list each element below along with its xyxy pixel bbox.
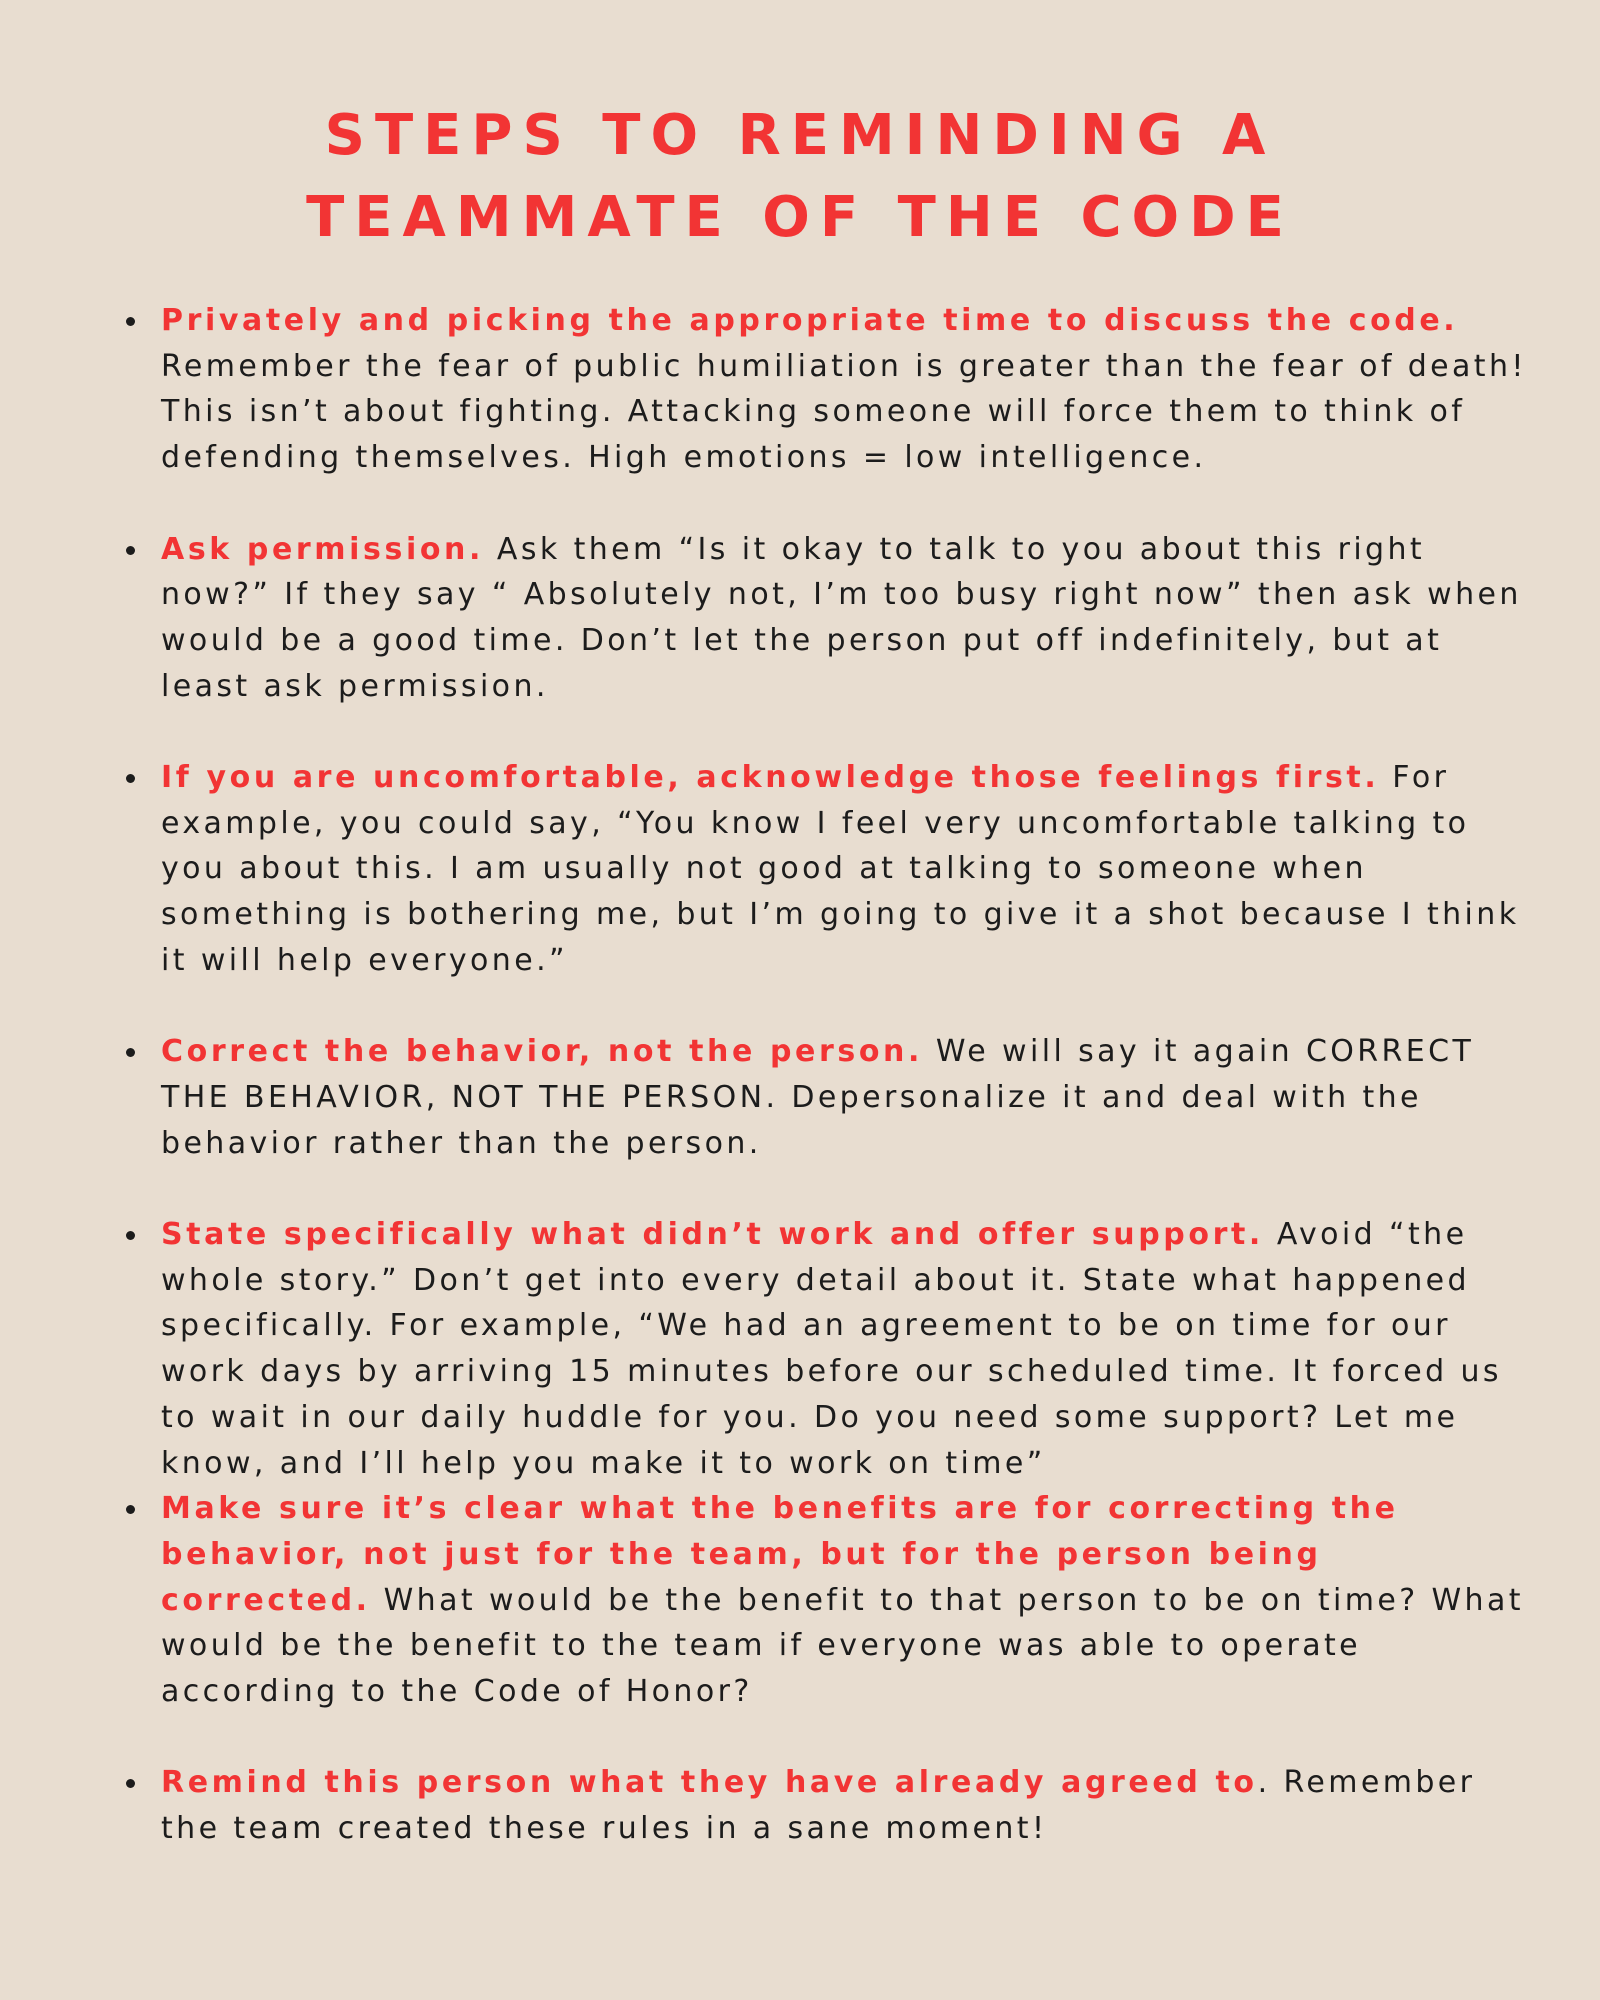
step-item (0, 1486, 1600, 1715)
list-spacer (0, 1715, 1600, 1761)
list-spacer (0, 984, 1600, 1030)
list-spacer (0, 1166, 1600, 1212)
step-item (0, 1760, 1600, 1851)
step-text: For example, you could say, “You know I feel very uncomfortable talking to you about this. I am usually not good at talking to someone when something is bothering me, but I’m going to give it a shot because I think it will help everyone.” (161, 760, 1520, 978)
bullet-icon (126, 1048, 135, 1057)
steps-list (0, 298, 1600, 1852)
bullet-icon (126, 546, 135, 555)
step-heading: Make sure it’s clear what the benefits are for correcting the behavior, not just for the team, but for the person being corrected. (161, 1491, 1399, 1618)
step-heading: State specifically what didn’t work and offer support. (161, 1217, 1264, 1252)
bullet-icon (126, 1779, 135, 1788)
page-title-line-2: TEAMMATE OF THE CODE (306, 185, 1294, 250)
list-spacer (0, 709, 1600, 755)
bullet-icon (126, 317, 135, 326)
step-heading: Ask permission. (161, 531, 484, 567)
step-text: . Remember the team created these rules in a sane moment! (161, 1765, 1476, 1847)
step-text: What would be the benefit to that person to be on time? What would be the benefit to the team if everyone was able to operate according to the Code of Honor? (161, 1582, 1524, 1710)
step-heading: Correct the behavior, not the person. (161, 1034, 923, 1070)
step-text: We will say it again CORRECT THE BEHAVIOR, NOT THE PERSON. Depersonalize it and deal with the behavior rather than the person. (161, 1034, 1475, 1161)
step-text: Avoid “the whole story.” Don’t get into every detail about it. State what happened specifically. For example, “We had an agreement to be on time for our work days by arriving 15 minutes before our scheduled time. It forced us to wait in our daily huddle for you. Do you need some support? Let me know, and I’ll help you make it to work on time” (161, 1217, 1502, 1481)
list-spacer (0, 481, 1600, 527)
step-heading: Remind this person what they have already agreed to (161, 1765, 1258, 1801)
step-item (0, 755, 1600, 984)
step-text: Ask them “Is it okay to talk to you about this right now?” If they say “ Absolutely not, I’m too busy right now” then ask when would be a good time. Don’t let the person put off indefinitely, but at least ask permission. (161, 531, 1522, 704)
step-item (0, 1029, 1600, 1166)
step-item (0, 1212, 1600, 1486)
step-heading: If you are uncomfortable, acknowledge those feelings first. (161, 760, 1380, 795)
bullet-icon (126, 1505, 135, 1514)
bullet-icon (126, 1231, 135, 1240)
bullet-icon (126, 774, 135, 783)
page-title-line-1: STEPS TO REMINDING A (324, 103, 1276, 168)
step-item (0, 298, 1600, 481)
page-title (0, 95, 1600, 259)
step-text: Remember the fear of public humiliation is greater than the fear of death! This isn’t about fighting. Attacking someone will force them to think of defending themselves. High emotions = low intelligence. (161, 348, 1527, 476)
step-heading: Privately and picking the appropriate time to discuss the code. (161, 303, 1459, 338)
step-item (0, 527, 1600, 710)
